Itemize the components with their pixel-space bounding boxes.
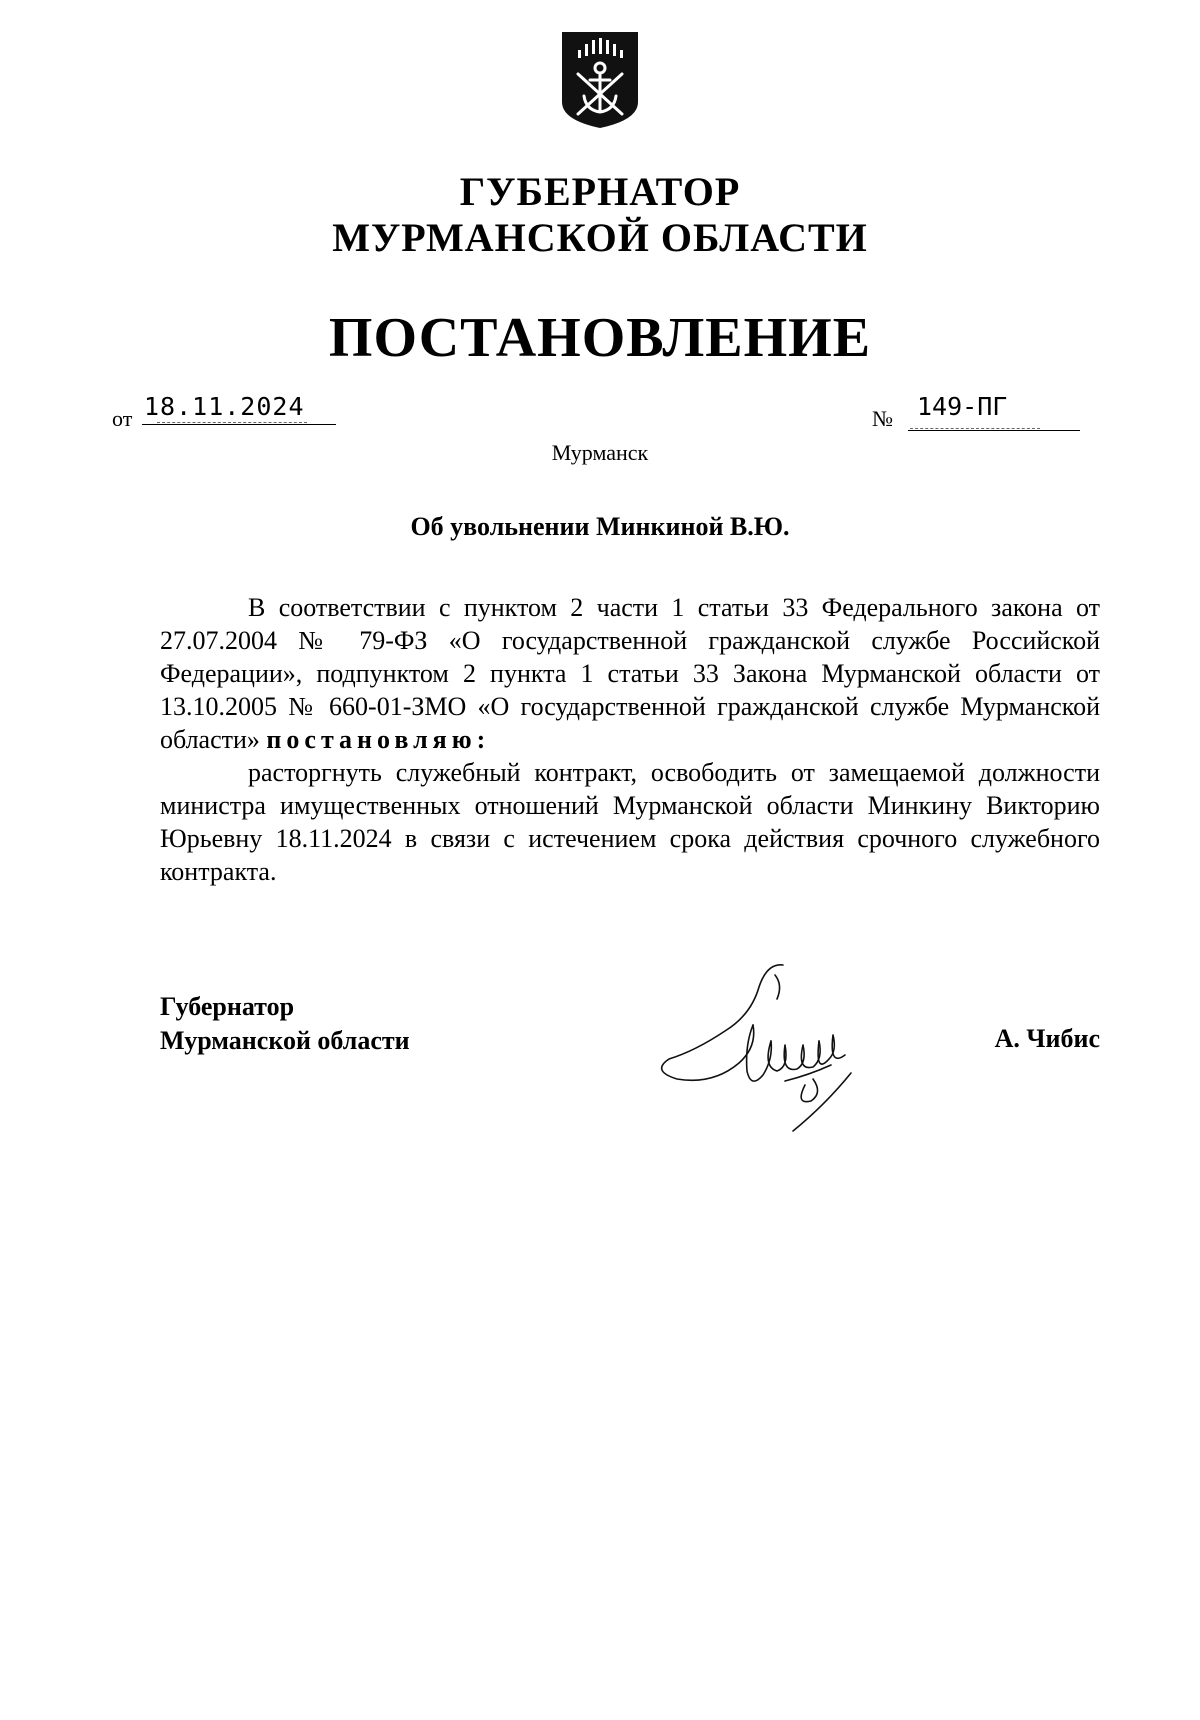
signatory-title-line1: Губернатор xyxy=(160,992,295,1021)
date-prefix: от xyxy=(112,406,133,431)
handwritten-signature xyxy=(655,955,905,1135)
city-name: Мурманск xyxy=(551,440,649,465)
date-dashed-line xyxy=(157,422,307,423)
resolution-keyword: постановляю: xyxy=(266,725,491,754)
signatory-title xyxy=(160,990,410,1058)
number-dashed-line xyxy=(910,428,1040,429)
authority-title-line2: МУРМАНСКОЙ ОБЛАСТИ xyxy=(332,215,868,260)
number-prefix: № xyxy=(872,406,893,431)
document-type-title: ПОСТАНОВЛЕНИЕ xyxy=(328,307,872,369)
number-underline xyxy=(908,430,1080,431)
authority-title-line1: ГУБЕРНАТОР xyxy=(459,169,741,214)
document-date-field xyxy=(112,392,342,432)
signer-name: А. Чибис xyxy=(994,1024,1100,1053)
signatory-title-line2: Мурманской области xyxy=(160,1026,410,1055)
date-underline xyxy=(142,424,336,425)
document-body xyxy=(160,591,1100,888)
murmansk-coat-of-arms-icon xyxy=(560,30,640,130)
document-number: 149-ПГ xyxy=(917,392,1008,421)
body-paragraph-1 xyxy=(160,591,1100,756)
document-date: 18.11.2024 xyxy=(144,392,305,421)
document-subject: Об увольнении Минкиной В.Ю. xyxy=(410,512,790,541)
body-paragraph-2: расторгнуть служебный контракт, освободить от замещаемой должности министра имущественных отношений Мурманской области Минкину Викторию Юрьевну 18.11.2024 в связи с истечением срока действия срочного служебного контракта. xyxy=(160,758,1100,886)
document-number-field xyxy=(872,392,1082,432)
body-paragraph-1-text: В соответствии с пунктом 2 части 1 статьи 33 Федерального закона от 27.07.2004 № 79-ФЗ «О государственной гражданской службе Российской Федерации», подпунктом 2 пункта 1 статьи 33 Закона Мурманской области от 13.10.2005 № 660-01-ЗМО «О государственной гражданской службе Мурманской области» xyxy=(160,593,1100,754)
